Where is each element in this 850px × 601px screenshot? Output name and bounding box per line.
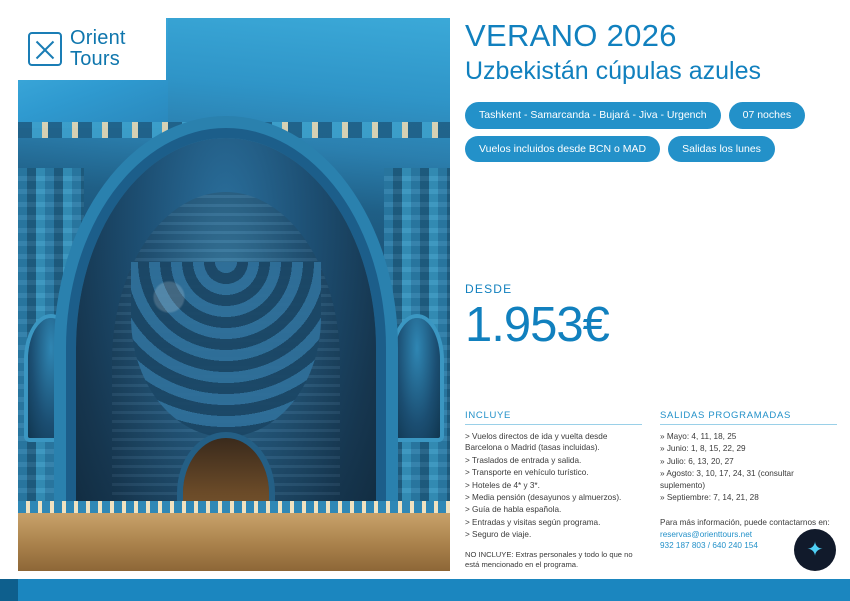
brand-logo xyxy=(18,18,166,80)
includes-list xyxy=(465,431,642,541)
tag-list xyxy=(465,102,837,162)
tag-itinerary: Tashkent - Samarcanda - Bujará - Jiva - Urgench xyxy=(465,102,721,129)
tag-flights: Vuelos incluidos desde BCN o MAD xyxy=(465,136,660,163)
hero-main-arch xyxy=(76,138,376,558)
orient-tours-diamond-icon xyxy=(28,32,62,66)
list-item: > Entradas y visitas según programa. xyxy=(465,517,601,527)
list-item: » Mayo: 4, 11, 18, 25 xyxy=(660,432,737,441)
hero-plinth-band xyxy=(18,501,450,513)
price-amount: 1.953€ xyxy=(465,298,609,352)
list-item: > Media pensión (desayunos y almuerzos). xyxy=(465,493,622,503)
tag-nights: 07 noches xyxy=(729,102,805,129)
list-item: > Vuelos directos de ida y vuelta desde Barcelona o Madrid (tasas incluidas). xyxy=(465,432,608,453)
page-subtitle: Uzbekistán cúpulas azules xyxy=(465,57,761,85)
page-title: VERANO 2026 xyxy=(465,18,677,53)
list-item: > Seguro de viaje. xyxy=(465,530,532,540)
contact-intro: Para más información, puede contactarnos en: xyxy=(660,518,830,528)
departures-list xyxy=(660,431,837,503)
price-label: DESDE xyxy=(465,282,513,296)
star-glyph: ✦ xyxy=(806,539,824,561)
hero-side-arch-left xyxy=(28,318,74,438)
list-item: > Transporte en vehículo turístico. xyxy=(465,468,589,478)
brand-name-line1: Orient xyxy=(70,27,126,49)
details-columns xyxy=(465,410,837,571)
contact-phone: 932 187 803 / 640 240 154 xyxy=(660,541,758,551)
includes-divider xyxy=(465,424,642,425)
star-badge-icon xyxy=(794,529,836,571)
tag-departure-day: Salidas los lunes xyxy=(668,136,775,163)
brand-name-line2: Tours xyxy=(70,48,120,70)
list-item: > Guía de habla española. xyxy=(465,505,562,515)
includes-heading: INCLUYE xyxy=(465,410,512,421)
hero-image xyxy=(18,18,450,571)
list-item: » Junio: 1, 8, 15, 22, 29 xyxy=(660,444,746,454)
hero-side-arch-right xyxy=(394,318,440,438)
departures-divider xyxy=(660,424,837,425)
brand-name xyxy=(70,28,126,70)
list-item: > Traslados de entrada y salida. xyxy=(465,455,582,465)
price-block xyxy=(465,282,837,352)
list-item: > Hoteles de 4* y 3*. xyxy=(465,480,540,490)
list-item: » Agosto: 3, 10, 17, 24, 31 (consultar suplemento) xyxy=(660,469,794,490)
list-item: » Julio: 6, 13, 20, 27 xyxy=(660,456,734,466)
list-item: » Septiembre: 7, 14, 21, 28 xyxy=(660,493,759,503)
hero-tile-band xyxy=(18,122,450,138)
hero-muqarnas xyxy=(131,262,321,437)
departures-heading: SALIDAS PROGRAMADAS xyxy=(660,410,792,421)
footer-accent xyxy=(0,579,18,601)
excludes-note: NO INCLUYE: Extras personales y todo lo que no está mencionado en el programa. xyxy=(465,549,633,570)
contact-email[interactable]: reservas@orienttours.net xyxy=(660,529,753,539)
hero-plinth xyxy=(18,513,450,571)
footer-bar xyxy=(0,579,850,601)
content-column xyxy=(465,18,837,352)
includes-column xyxy=(465,410,642,571)
